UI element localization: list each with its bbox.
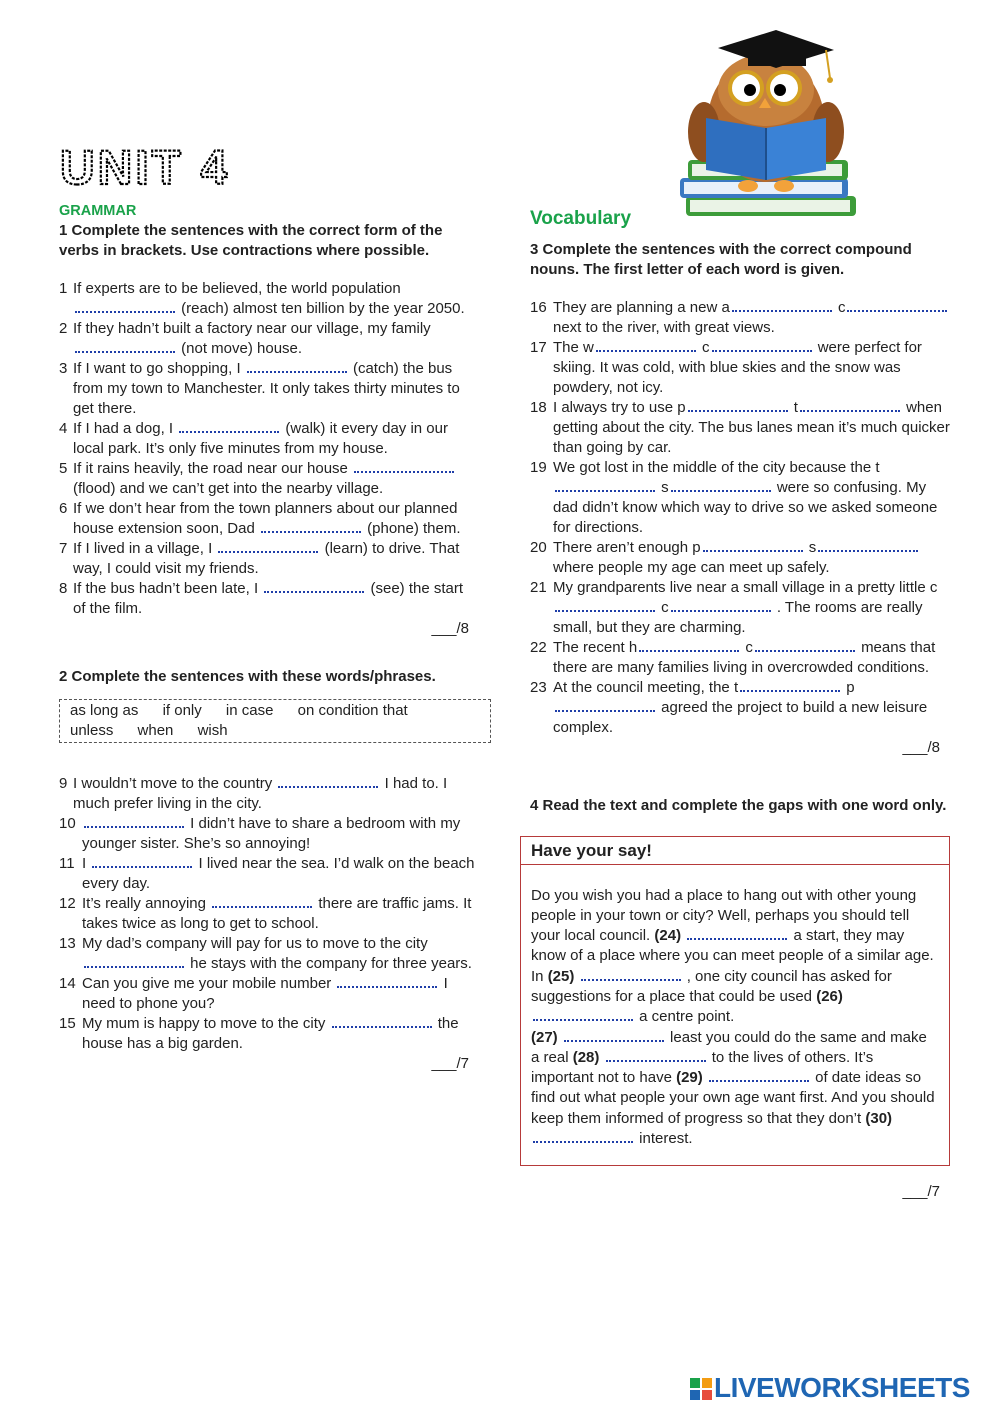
exercise-2-item: 9 I wouldn’t move to the country I had to. I much prefer living in the city. xyxy=(59,774,448,812)
answer-gap-23a[interactable] xyxy=(740,679,840,692)
have-your-say-box xyxy=(520,836,950,1167)
liveworksheets-logo-text[interactable]: LIVEWORKSHEETS xyxy=(714,1372,970,1403)
answer-gap-4[interactable] xyxy=(179,420,279,433)
answer-gap-7[interactable] xyxy=(218,540,318,553)
answer-gap-11[interactable] xyxy=(92,855,192,868)
answer-gap-19b[interactable] xyxy=(671,479,771,492)
answer-gap-30[interactable] xyxy=(533,1130,633,1143)
owl-reading-books-illustration xyxy=(666,20,866,232)
answer-gap-6[interactable] xyxy=(261,520,361,533)
grammar-heading: GRAMMAR xyxy=(59,203,137,219)
answer-gap-3[interactable] xyxy=(247,360,347,373)
answer-gap-20b[interactable] xyxy=(818,539,918,552)
exercise-3-score: ___/8 xyxy=(902,739,940,756)
exercise-2-item: 11 I I lived near the sea. I’d walk on the beach every day. xyxy=(59,854,475,892)
exercise-1-item: 7 If I lived in a village, I (learn) to drive. That way, I could visit my friends. xyxy=(59,540,460,577)
answer-gap-2[interactable] xyxy=(75,340,175,353)
answer-gap-22b[interactable] xyxy=(755,639,855,652)
answer-gap-21b[interactable] xyxy=(671,599,771,612)
answer-gap-17b[interactable] xyxy=(712,339,812,352)
exercise-3-item: 22 The recent h c means that there are many families living in overcrowded conditions. xyxy=(530,639,936,676)
exercise-3-item: 21 My grandparents live near a small village in a pretty little c c . The rooms are really small, but they are charming. xyxy=(530,579,938,636)
exercise-1-list xyxy=(59,279,479,619)
exercise-1-item: 1 If experts are to be believed, the world population (reach) almost ten billion by the year 2050. xyxy=(59,280,465,317)
unit-title xyxy=(58,138,278,198)
answer-gap-17a[interactable] xyxy=(596,339,696,352)
exercise-3-item: 16 They are planning a new a c next to the river, with great views. xyxy=(530,298,950,338)
word-box: as long as if only in case on condition that unless when wish xyxy=(59,699,491,743)
liveworksheets-logo-icon xyxy=(690,1378,712,1402)
have-your-say-text: Do you wish you had a place to hang out with other young people in your town or city? Well, perhaps you should tell your local council. (24) a start, they may know of a place where you can meet people of a similar age. In (25) , one city council has asked for suggestions for a place that could be used (26) a centre point. (27) least you could do the same and make a real (28) to the lives of others. It’s important not to have (29) of date ideas so find out what people your own age want first. And you should keep them informed of progress so that they don’t (30) interest. xyxy=(531,886,935,1148)
answer-gap-18b[interactable] xyxy=(800,399,900,412)
answer-gap-13[interactable] xyxy=(84,955,184,968)
answer-gap-16a[interactable] xyxy=(732,299,832,312)
answer-gap-21a[interactable] xyxy=(555,599,655,612)
exercise-1-item: 3 If I want to go shopping, I (catch) the bus from my town to Manchester. It only takes thirty minutes to get there. xyxy=(59,360,460,417)
exercise-2-score: ___/7 xyxy=(431,1054,469,1072)
exercise-1-item: 4 If I had a dog, I (walk) it every day in our local park. It’s only five minutes from my house. xyxy=(59,420,448,457)
answer-gap-9[interactable] xyxy=(278,775,378,788)
answer-gap-14[interactable] xyxy=(337,975,437,988)
exercise-2-item: 13 My dad’s company will pay for us to move to the city he stays with the company for three years. xyxy=(59,934,472,972)
answer-gap-10[interactable] xyxy=(84,815,184,828)
have-your-say-title: Have your say! xyxy=(521,837,949,865)
vocabulary-heading: Vocabulary xyxy=(530,208,632,229)
exercise-1-item: 2 If they hadn’t built a factory near our village, my family (not move) house. xyxy=(59,320,431,357)
exercise-1-score: ___/8 xyxy=(431,620,469,637)
exercise-4-instruction: 4 Read the text and complete the gaps with one word only. xyxy=(530,797,947,814)
answer-gap-19a[interactable] xyxy=(555,479,655,492)
exercise-2-item: 12 It’s really annoying there are traffic jams. It takes twice as long to get to school. xyxy=(59,894,472,932)
answer-gap-8[interactable] xyxy=(264,580,364,593)
vocabulary-section xyxy=(530,205,950,1202)
answer-gap-28[interactable] xyxy=(606,1049,706,1062)
exercise-3-item: 17 The w c were perfect for skiing. It was cold, with blue skies and the snow was powdery, not icy. xyxy=(530,339,922,396)
exercise-1-item: 8 If the bus hadn’t been late, I (see) the start of the film. xyxy=(59,580,464,617)
exercise-4-score: ___/7 xyxy=(902,1183,940,1201)
exercise-2-item: 15 My mum is happy to move to the city the house has a big garden. xyxy=(59,1014,459,1052)
answer-gap-1[interactable] xyxy=(75,300,175,313)
answer-gap-29[interactable] xyxy=(709,1069,809,1082)
exercise-1-item: 6 If we don’t hear from the town planners about our planned house extension soon, Dad (phone) them. xyxy=(59,500,461,537)
answer-gap-20a[interactable] xyxy=(703,539,803,552)
answer-gap-26[interactable] xyxy=(533,1008,633,1021)
exercise-2-list xyxy=(59,774,479,1054)
answer-gap-15[interactable] xyxy=(332,1015,432,1028)
exercise-3-instruction: 3 Complete the sentences with the correct compound nouns. The first letter of each word is given. xyxy=(530,241,912,278)
exercise-2-instruction: 2 Complete the sentences with these words/phrases. xyxy=(59,668,436,685)
answer-gap-16b[interactable] xyxy=(847,299,947,312)
answer-gap-12[interactable] xyxy=(212,895,312,908)
exercise-1-instruction: 1 Complete the sentences with the correct form of the verbs in brackets. Use contractions where possible. xyxy=(59,222,443,259)
exercise-3-item: 20 There aren’t enough p s where people my age can meet up safely. xyxy=(530,538,950,578)
answer-gap-23b[interactable] xyxy=(555,699,655,712)
answer-gap-18a[interactable] xyxy=(688,399,788,412)
answer-gap-5[interactable] xyxy=(354,460,454,473)
exercise-3-item: 23 At the council meeting, the t p agreed the project to build a new leisure complex. xyxy=(530,679,928,736)
exercise-3-item: 18 I always try to use p t when getting about the city. The bus lanes mean it’s much quicker than going by car. xyxy=(530,399,950,456)
answer-gap-25[interactable] xyxy=(581,968,681,981)
answer-gap-24[interactable] xyxy=(687,927,787,940)
exercise-1-item: 5 If it rains heavily, the road near our house (flood) and we can’t get into the nearby village. xyxy=(59,459,479,499)
grammar-section xyxy=(59,202,479,1074)
answer-gap-22a[interactable] xyxy=(639,639,739,652)
unit-title-text: UNIT 4 xyxy=(60,142,231,195)
exercise-3-item: 19 We got lost in the middle of the city because the t s were so confusing. My dad didn’t know which way to drive so we asked someone for directions. xyxy=(530,459,938,536)
answer-gap-27[interactable] xyxy=(564,1029,664,1042)
exercise-2-item: 14 Can you give me your mobile number I need to phone you? xyxy=(59,974,448,1012)
exercise-2-item: 10 I didn’t have to share a bedroom with my younger sister. She’s so annoying! xyxy=(59,814,461,852)
exercise-3-list xyxy=(530,298,950,738)
